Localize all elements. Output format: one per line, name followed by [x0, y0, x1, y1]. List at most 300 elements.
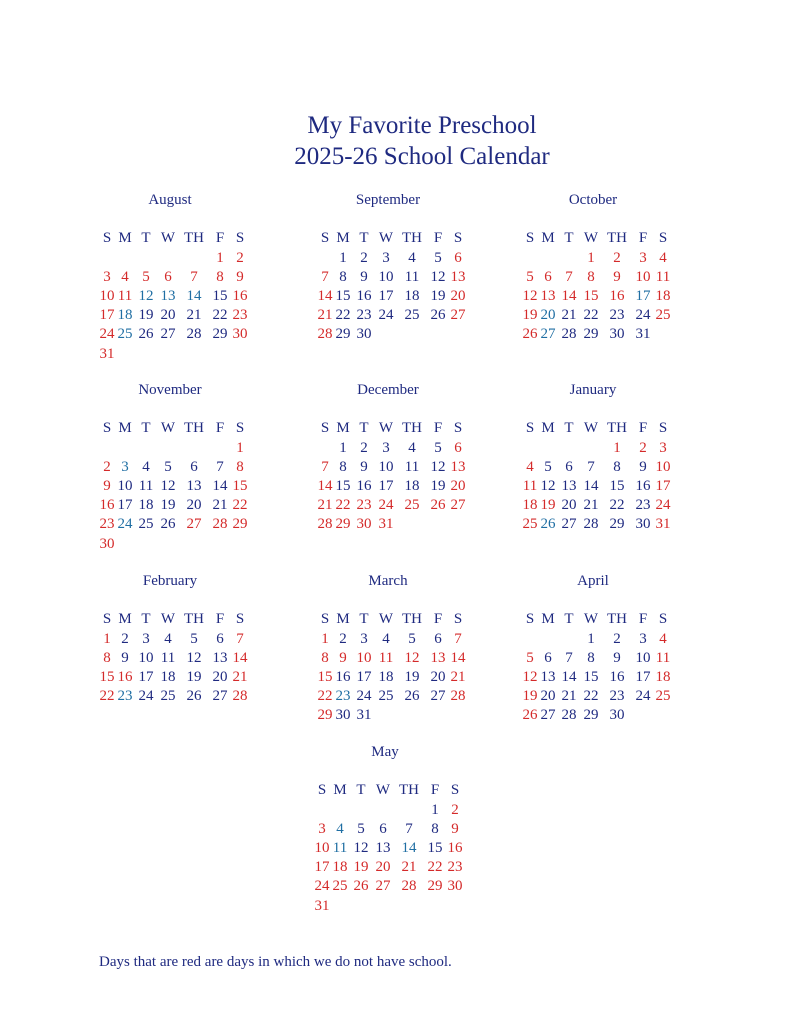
no-school-day: 18: [332, 859, 348, 876]
no-school-day: 30: [447, 878, 463, 895]
school-day: 6: [190, 459, 198, 476]
weekday-label: F: [638, 230, 648, 246]
no-school-day: 1: [236, 440, 244, 456]
school-day: 24: [117, 516, 133, 533]
school-day: 30: [635, 516, 651, 533]
school-day: 8: [339, 269, 347, 286]
school-day: 27: [561, 516, 577, 533]
school-day: 19: [160, 497, 176, 514]
no-school-day: 21: [450, 669, 466, 686]
school-day: 24: [138, 688, 154, 705]
no-school-day: 13: [450, 459, 466, 476]
no-school-day: 26: [430, 497, 446, 514]
no-school-day: 7: [454, 631, 462, 647]
no-school-day: 29: [427, 878, 443, 895]
no-school-day: 28: [317, 516, 333, 533]
no-school-day: 1: [587, 250, 595, 266]
weekday-label: M: [336, 611, 350, 627]
school-day: 2: [360, 250, 368, 266]
school-day: 9: [121, 650, 129, 667]
school-day: 23: [356, 307, 372, 324]
school-day: 12: [353, 840, 369, 857]
weekday-label: F: [433, 611, 443, 627]
weekday-label: S: [320, 230, 330, 246]
no-school-day: 30: [99, 535, 115, 552]
school-day: 14: [186, 288, 202, 305]
school-day: 3: [382, 250, 390, 266]
school-day: 3: [639, 631, 647, 647]
no-school-day: 20: [450, 478, 466, 495]
school-day: 31: [635, 326, 651, 343]
school-day: 14: [583, 478, 599, 495]
no-school-day: 24: [655, 497, 671, 514]
no-school-day: 11: [378, 650, 394, 667]
school-day: 5: [408, 631, 416, 647]
school-day: 23: [635, 497, 651, 514]
no-school-day: 28: [317, 326, 333, 343]
weekday-label: TH: [184, 230, 204, 246]
no-school-day: 31: [378, 516, 394, 533]
weekday-label: TH: [402, 611, 422, 627]
school-day: 1: [339, 440, 347, 456]
no-school-day: 19: [540, 497, 556, 514]
school-day: 27: [160, 326, 176, 343]
no-school-day: 14: [450, 650, 466, 667]
no-school-day: 22: [335, 497, 351, 514]
weekday-label: S: [453, 230, 463, 246]
month-name: August: [148, 192, 192, 208]
no-school-day: 23: [99, 516, 115, 533]
school-day: 30: [356, 326, 372, 343]
weekday-label: S: [450, 782, 460, 798]
month-name: March: [368, 573, 408, 589]
school-day: 14: [561, 669, 577, 686]
no-school-day: 22: [232, 497, 248, 514]
no-school-day: 7: [565, 269, 573, 286]
school-day: 18: [138, 497, 154, 514]
weekday-label: M: [541, 611, 555, 627]
no-school-day: 13: [450, 269, 466, 286]
no-school-day: 18: [655, 288, 671, 305]
no-school-day: 13: [540, 288, 556, 305]
school-day: 7: [587, 459, 595, 476]
no-school-day: 15: [232, 478, 248, 495]
no-school-day: 27: [375, 878, 391, 895]
school-day: 24: [635, 307, 651, 324]
school-day: 9: [360, 269, 368, 286]
school-day: 5: [434, 440, 442, 456]
weekday-label: TH: [402, 230, 422, 246]
school-day: 10: [378, 269, 394, 286]
no-school-day: 10: [356, 650, 372, 667]
weekday-label: W: [583, 230, 599, 246]
school-day: 24: [635, 688, 651, 705]
no-school-day: 28: [401, 878, 417, 895]
school-day: 28: [561, 326, 577, 343]
no-school-day: 4: [526, 459, 534, 476]
no-school-day: 1: [321, 631, 329, 647]
school-day: 13: [160, 288, 176, 305]
school-day: 4: [142, 459, 150, 476]
weekday-label: TH: [607, 420, 627, 436]
school-day: 1: [339, 250, 347, 266]
no-school-day: 3: [318, 821, 326, 838]
school-day: 12: [186, 650, 202, 667]
school-day: 21: [212, 497, 228, 514]
no-school-day: 20: [375, 859, 391, 876]
weekday-label: TH: [402, 420, 422, 436]
school-day: 31: [356, 707, 372, 724]
weekday-label: W: [375, 782, 391, 798]
no-school-day: 4: [659, 250, 667, 266]
no-school-day: 2: [103, 459, 111, 476]
no-school-day: 31: [314, 897, 330, 914]
weekday-label: W: [583, 611, 599, 627]
school-day: 26: [404, 688, 420, 705]
no-school-day: 22: [427, 859, 443, 876]
month-name: February: [142, 573, 198, 589]
school-day: 3: [360, 631, 368, 647]
no-school-day: 6: [164, 269, 172, 286]
school-day: 23: [335, 688, 351, 705]
weekday-label: T: [141, 611, 151, 627]
month-name: May: [371, 744, 399, 760]
school-day: 18: [378, 669, 394, 686]
no-school-day: 21: [401, 859, 417, 876]
no-school-day: 15: [99, 669, 115, 686]
weekday-label: W: [160, 230, 176, 246]
weekday-label: F: [638, 420, 648, 436]
no-school-day: 6: [454, 440, 462, 456]
no-school-day: 31: [99, 345, 115, 362]
no-school-day: 28: [232, 688, 248, 705]
no-school-day: 16: [232, 288, 248, 305]
legend-note: Days that are red are days in which we do not have school.: [99, 954, 452, 970]
no-school-day: 4: [121, 269, 129, 286]
no-school-day: 17: [314, 859, 330, 876]
school-day: 20: [430, 669, 446, 686]
weekday-label: S: [320, 420, 330, 436]
school-day: 14: [401, 840, 417, 857]
school-day: 5: [357, 821, 365, 838]
no-school-day: 16: [447, 840, 463, 857]
no-school-day: 6: [544, 269, 552, 286]
no-school-day: 8: [216, 269, 224, 286]
no-school-day: 14: [317, 478, 333, 495]
no-school-day: 9: [236, 269, 244, 286]
school-day: 18: [117, 307, 133, 324]
school-day: 21: [561, 307, 577, 324]
no-school-day: 8: [587, 269, 595, 286]
school-day: 23: [609, 688, 625, 705]
month-name: April: [577, 573, 609, 589]
school-day: 2: [360, 440, 368, 456]
school-day: 15: [609, 478, 625, 495]
school-day: 4: [164, 631, 172, 647]
no-school-day: 24: [314, 878, 330, 895]
school-day: 24: [378, 307, 394, 324]
school-day: 17: [117, 497, 133, 514]
school-day: 22: [212, 307, 228, 324]
no-school-day: 31: [655, 516, 671, 533]
no-school-day: 17: [655, 478, 671, 495]
weekday-label: T: [564, 420, 574, 436]
school-day: 7: [216, 459, 224, 476]
school-day: 20: [540, 307, 556, 324]
school-day: 29: [583, 707, 599, 724]
weekday-label: M: [541, 420, 555, 436]
no-school-day: 15: [583, 288, 599, 305]
no-school-day: 21: [232, 669, 248, 686]
no-school-day: 5: [526, 269, 534, 286]
no-school-day: 19: [353, 859, 369, 876]
school-day: 20: [160, 307, 176, 324]
no-school-day: 1: [103, 631, 111, 647]
no-school-day: 19: [522, 307, 538, 324]
school-day: 19: [430, 478, 446, 495]
no-school-day: 20: [450, 288, 466, 305]
no-school-day: 9: [339, 650, 347, 667]
weekday-label: S: [658, 420, 668, 436]
school-day: 25: [404, 307, 420, 324]
weekday-label: T: [564, 611, 574, 627]
school-day: 16: [356, 288, 372, 305]
no-school-day: 10: [314, 840, 330, 857]
no-school-day: 25: [332, 878, 348, 895]
school-day: 5: [434, 250, 442, 266]
no-school-day: 19: [522, 688, 538, 705]
no-school-day: 3: [659, 440, 667, 456]
no-school-day: 27: [450, 307, 466, 324]
school-day: 11: [332, 840, 348, 857]
weekday-label: T: [359, 230, 369, 246]
no-school-day: 4: [659, 631, 667, 647]
school-day: 10: [635, 650, 651, 667]
school-day: 16: [356, 478, 372, 495]
school-day: 20: [540, 688, 556, 705]
weekday-label: TH: [184, 420, 204, 436]
school-day: 20: [212, 669, 228, 686]
school-day: 9: [613, 650, 621, 667]
school-day: 16: [335, 669, 351, 686]
school-day: 4: [382, 631, 390, 647]
school-day: 12: [430, 269, 446, 286]
school-day: 28: [186, 326, 202, 343]
school-day: 17: [635, 669, 651, 686]
school-day: 12: [540, 478, 556, 495]
no-school-day: 3: [639, 250, 647, 266]
school-day: 10: [138, 650, 154, 667]
school-day: 28: [561, 707, 577, 724]
no-school-day: 2: [451, 802, 459, 818]
no-school-day: 23: [356, 497, 372, 514]
weekday-label: F: [433, 230, 443, 246]
no-school-day: 7: [321, 459, 329, 476]
no-school-day: 9: [103, 478, 111, 495]
no-school-day: 5: [526, 650, 534, 667]
school-day: 4: [336, 821, 344, 838]
calendar-title: [0, 110, 811, 172]
month-name: December: [357, 382, 419, 398]
school-day: 15: [583, 669, 599, 686]
school-day: 21: [583, 497, 599, 514]
school-day: 26: [186, 688, 202, 705]
no-school-day: 29: [317, 707, 333, 724]
school-day: 12: [160, 478, 176, 495]
weekday-label: M: [118, 230, 132, 246]
no-school-day: 26: [353, 878, 369, 895]
weekday-label: S: [658, 230, 668, 246]
no-school-day: 15: [317, 669, 333, 686]
calendar-year-title: 2025-26 School Calendar: [294, 143, 550, 170]
no-school-day: 3: [103, 269, 111, 286]
no-school-day: 6: [454, 250, 462, 266]
no-school-day: 21: [317, 307, 333, 324]
school-day: 30: [609, 707, 625, 724]
no-school-day: 8: [236, 459, 244, 476]
no-school-day: 30: [356, 516, 372, 533]
school-day: 17: [378, 288, 394, 305]
school-day: 19: [430, 288, 446, 305]
no-school-day: 18: [655, 669, 671, 686]
no-school-day: 29: [335, 516, 351, 533]
school-day: 7: [565, 650, 573, 667]
school-day: 19: [138, 307, 154, 324]
no-school-day: 12: [404, 650, 420, 667]
no-school-day: 11: [117, 288, 133, 305]
school-day: 8: [339, 459, 347, 476]
no-school-day: 8: [321, 650, 329, 667]
weekday-label: T: [359, 420, 369, 436]
no-school-day: 10: [655, 459, 671, 476]
school-day: 25: [160, 688, 176, 705]
no-school-day: 17: [99, 307, 115, 324]
school-day: 22: [335, 307, 351, 324]
no-school-day: 14: [561, 288, 577, 305]
no-school-day: 27: [186, 516, 202, 533]
no-school-day: 30: [232, 326, 248, 343]
weekday-label: T: [359, 611, 369, 627]
school-day: 20: [561, 497, 577, 514]
school-day: 26: [160, 516, 176, 533]
school-day: 13: [375, 840, 391, 857]
school-day: 12: [138, 288, 154, 305]
weekday-label: F: [433, 420, 443, 436]
weekday-label: TH: [184, 611, 204, 627]
school-day: 4: [408, 440, 416, 456]
month-name: November: [138, 382, 202, 398]
no-school-day: 2: [236, 250, 244, 266]
no-school-day: 13: [430, 650, 446, 667]
no-school-day: 25: [522, 516, 538, 533]
school-day: 13: [212, 650, 228, 667]
weekday-label: F: [638, 611, 648, 627]
no-school-day: 22: [99, 688, 115, 705]
school-day: 1: [431, 802, 439, 818]
school-day: 6: [379, 821, 387, 838]
no-school-day: 11: [522, 478, 538, 495]
no-school-day: 28: [450, 688, 466, 705]
no-school-day: 25: [404, 497, 420, 514]
no-school-day: 28: [212, 516, 228, 533]
no-school-day: 16: [99, 497, 115, 514]
weekday-label: S: [525, 230, 535, 246]
weekday-label: F: [215, 420, 225, 436]
school-day: 2: [613, 631, 621, 647]
school-day: 27: [430, 688, 446, 705]
weekday-label: M: [118, 611, 132, 627]
weekday-label: W: [378, 230, 394, 246]
month-name: October: [568, 192, 618, 208]
weekday-label: TH: [399, 782, 419, 798]
school-day: 7: [405, 821, 413, 838]
no-school-day: 14: [232, 650, 248, 667]
school-name: My Favorite Preschool: [307, 112, 537, 139]
no-school-day: 21: [317, 497, 333, 514]
school-day: 3: [382, 440, 390, 456]
weekday-label: W: [378, 611, 394, 627]
school-day: 17: [138, 669, 154, 686]
weekday-label: F: [215, 230, 225, 246]
weekday-label: S: [453, 611, 463, 627]
school-day: 26: [430, 307, 446, 324]
no-school-day: 1: [613, 440, 621, 456]
school-day: 8: [431, 821, 439, 838]
school-day: 27: [540, 326, 556, 343]
school-day: 3: [142, 631, 150, 647]
no-school-day: 16: [117, 669, 133, 686]
weekday-label: M: [336, 420, 350, 436]
school-day: 13: [561, 478, 577, 495]
school-day: 6: [434, 631, 442, 647]
no-school-day: 12: [522, 669, 538, 686]
school-day: 29: [335, 326, 351, 343]
weekday-label: S: [235, 611, 245, 627]
school-day: 15: [335, 288, 351, 305]
school-day: 6: [565, 459, 573, 476]
no-school-day: 11: [655, 269, 671, 286]
weekday-label: T: [356, 782, 366, 798]
school-day: 29: [212, 326, 228, 343]
no-school-day: 8: [103, 650, 111, 667]
school-day: 14: [212, 478, 228, 495]
no-school-day: 11: [655, 650, 671, 667]
school-day: 29: [583, 326, 599, 343]
school-day: 13: [186, 478, 202, 495]
no-school-day: 23: [447, 859, 463, 876]
no-school-day: 25: [655, 688, 671, 705]
weekday-label: S: [235, 420, 245, 436]
weekday-label: T: [141, 230, 151, 246]
school-day: 1: [587, 631, 595, 647]
school-day: 18: [404, 478, 420, 495]
weekday-label: M: [336, 230, 350, 246]
school-day: 11: [138, 478, 154, 495]
weekday-label: S: [235, 230, 245, 246]
school-day: 15: [335, 478, 351, 495]
weekday-label: T: [141, 420, 151, 436]
school-day: 2: [339, 631, 347, 647]
no-school-day: 7: [321, 269, 329, 286]
no-school-day: 24: [99, 326, 115, 343]
school-day: 5: [190, 631, 198, 647]
no-school-day: 9: [451, 821, 459, 838]
no-school-day: 7: [190, 269, 198, 286]
school-day: 2: [121, 631, 129, 647]
school-day: 8: [613, 459, 621, 476]
school-day: 6: [216, 631, 224, 647]
weekday-label: M: [118, 420, 132, 436]
